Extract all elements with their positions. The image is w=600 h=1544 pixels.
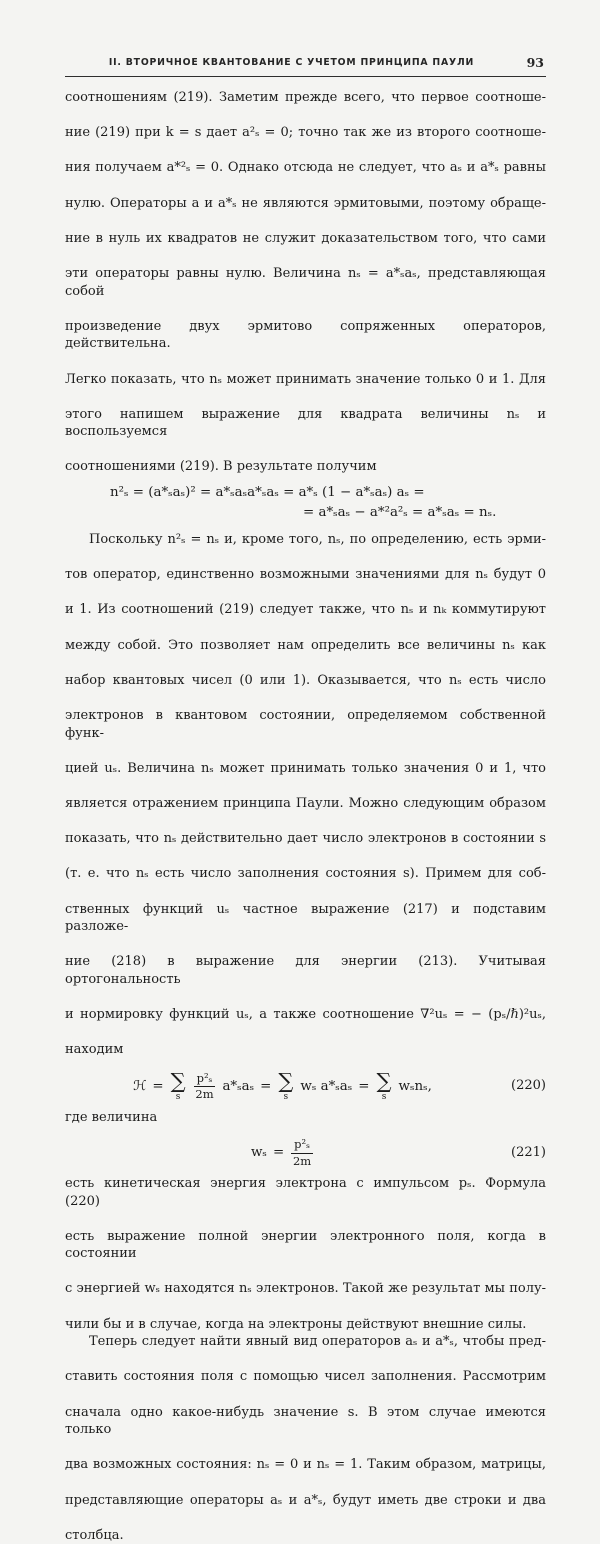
sum-index: s xyxy=(283,1091,289,1102)
text-line: и 1. Из соотношений (219) следует также, что nₛ и nₖ коммутируют xyxy=(65,602,546,618)
paragraph-2 xyxy=(65,531,546,1059)
paragraph-3 xyxy=(65,1175,546,1333)
equals-sign: = xyxy=(260,1078,272,1094)
text-line: ния получаем a*²ₛ = 0. Однако отсюда не следует, что aₛ и a*ₛ равны xyxy=(65,160,546,176)
text-line: Теперь следует найти явный вид операторов aₛ и a*ₛ, чтобы пред- xyxy=(89,1334,546,1350)
text-line: нулю. Операторы a и a*ₛ не являются эрмитовыми, поэтому обраще- xyxy=(65,195,546,211)
text-line: произведение двух эрмитово сопряженных операторов, действительна. xyxy=(65,318,546,352)
text-line: находим xyxy=(65,1042,124,1058)
text-line: эти операторы равны нулю. Величина nₛ = a*ₛaₛ, представляющая собой xyxy=(65,265,546,299)
equals-sign: = xyxy=(272,1145,285,1161)
text-line: два возможных состояния: nₛ = 0 и nₛ = 1. Таким образом, матрицы, xyxy=(65,1457,546,1473)
equals-sign: = xyxy=(152,1078,164,1094)
text-line: соотношениями (219). В результате получим xyxy=(65,459,377,475)
text-line: чили бы и в случае, когда на электроны действуют внешние силы. xyxy=(65,1316,527,1332)
lead-in-text: где величина xyxy=(65,1109,158,1125)
text-line: является отражением принципа Паули. Можно следующим образом xyxy=(65,795,546,811)
hamiltonian-symbol: ℋ xyxy=(133,1078,147,1094)
sum-index: s xyxy=(381,1091,387,1102)
text-line: Легко показать, что nₛ может принимать значение только 0 и 1. Для xyxy=(65,371,546,387)
equals-sign: = xyxy=(358,1078,370,1094)
summation-symbol xyxy=(278,1068,294,1102)
fraction-ps2-2m xyxy=(291,1138,313,1167)
equation-line: = a*ₛaₛ − a*²a²ₛ = a*ₛaₛ = nₛ. xyxy=(303,505,497,521)
ws-symbol: wₛ xyxy=(250,1145,267,1161)
operator-term: wₛ a*ₛaₛ xyxy=(300,1078,353,1094)
text-line: соотношениям (219). Заметим прежде всего, что первое соотноше- xyxy=(65,90,546,105)
text-line: (т. е. что nₛ есть число заполнения состояния s). Примем для соб- xyxy=(65,866,546,882)
fraction-ps2-2m xyxy=(194,1072,216,1101)
summation-symbol xyxy=(376,1068,392,1102)
text-line: есть выражение полной энергии электронного поля, когда в состоянии xyxy=(65,1228,546,1262)
summation-symbol xyxy=(170,1068,186,1102)
equation-220 xyxy=(65,1068,546,1102)
fraction-numerator: p²ₛ xyxy=(194,1072,216,1087)
text-line: цией uₛ. Величина nₛ может принимать только значения 0 и 1, что xyxy=(65,760,546,776)
fraction-denominator: 2m xyxy=(195,1086,214,1101)
text-line: набор квантовых чисел (0 или 1). Оказывается, что nₛ есть число xyxy=(65,672,546,688)
sigma-icon: ∑ xyxy=(170,1068,186,1093)
equation-221 xyxy=(65,1138,546,1167)
text-line: ставить состояния поля с помощью чисел заполнения. Рассмотрим xyxy=(65,1369,546,1385)
text-line: Поскольку n²ₛ = nₛ и, кроме того, nₛ, по определению, есть эрми- xyxy=(89,532,546,548)
text-line: представляющие операторы aₛ и a*ₛ, будут иметь две строки и два xyxy=(65,1492,546,1508)
text-column xyxy=(65,89,546,1544)
text-line: ние (219) при k = s дает a²ₛ = 0; точно так же из второго соотноше- xyxy=(65,125,546,141)
text-line: и нормировку функций uₛ, а также соотношение ∇²uₛ = − (pₛ/ℏ)²uₛ, xyxy=(65,1007,546,1023)
running-head xyxy=(65,57,546,73)
operator-term: wₛnₛ, xyxy=(398,1078,432,1094)
text-line: столбца. xyxy=(65,1527,124,1543)
sum-index: s xyxy=(175,1091,181,1102)
text-line: сначала одно какое-нибудь значение s. В этом случае имеются только xyxy=(65,1404,546,1438)
sigma-icon: ∑ xyxy=(278,1068,294,1093)
sigma-icon: ∑ xyxy=(376,1068,392,1093)
text-line: тов оператор, единственно возможными значениями для nₛ будут 0 xyxy=(65,567,546,583)
paragraph-1 xyxy=(65,89,546,476)
text-line: ние в нуль их квадратов не служит доказательством того, что сами xyxy=(65,230,546,246)
fraction-numerator: p²ₛ xyxy=(291,1138,313,1153)
paragraph-4 xyxy=(65,1333,546,1544)
text-line: с энергией wₛ находятся nₛ электронов. Такой же результат мы полу- xyxy=(65,1281,546,1297)
equation-ns-squared xyxy=(65,483,546,523)
equation-number-220: (220) xyxy=(511,1078,546,1094)
text-line: есть кинетическая энергия электрона с импульсом pₛ. Формула (220) xyxy=(65,1175,546,1209)
chapter-title: II. ВТОРИЧНОЕ КВАНТОВАНИЕ С УЧЕТОМ ПРИНЦИПА ПАУЛИ xyxy=(108,57,475,68)
text-line: показать, что nₛ действительно дает число электронов в состоянии s xyxy=(65,831,546,847)
page-number: 93 xyxy=(526,55,544,70)
text-line: этого напишем выражение для квадрата величины nₛ и воспользуемся xyxy=(65,406,546,440)
operator-term: a*ₛaₛ xyxy=(222,1078,255,1094)
header-rule xyxy=(65,76,546,77)
equation-number-221: (221) xyxy=(511,1145,546,1161)
text-line: ственных функций uₛ частное выражение (217) и подставим разложе- xyxy=(65,901,546,935)
equation-line: n²ₛ = (a*ₛaₛ)² = a*ₛaₛa*ₛaₛ = a*ₛ (1 − a*ₛaₛ) aₛ = xyxy=(110,485,425,501)
text-line: между собой. Это позволяет нам определить все величины nₛ как xyxy=(65,637,546,653)
text-line: электронов в квантовом состоянии, определяемом собственной функ- xyxy=(65,708,546,741)
fraction-denominator: 2m xyxy=(292,1153,312,1168)
text-line: ние (218) в выражение для энергии (213). Учитывая ортогональность xyxy=(65,954,546,987)
